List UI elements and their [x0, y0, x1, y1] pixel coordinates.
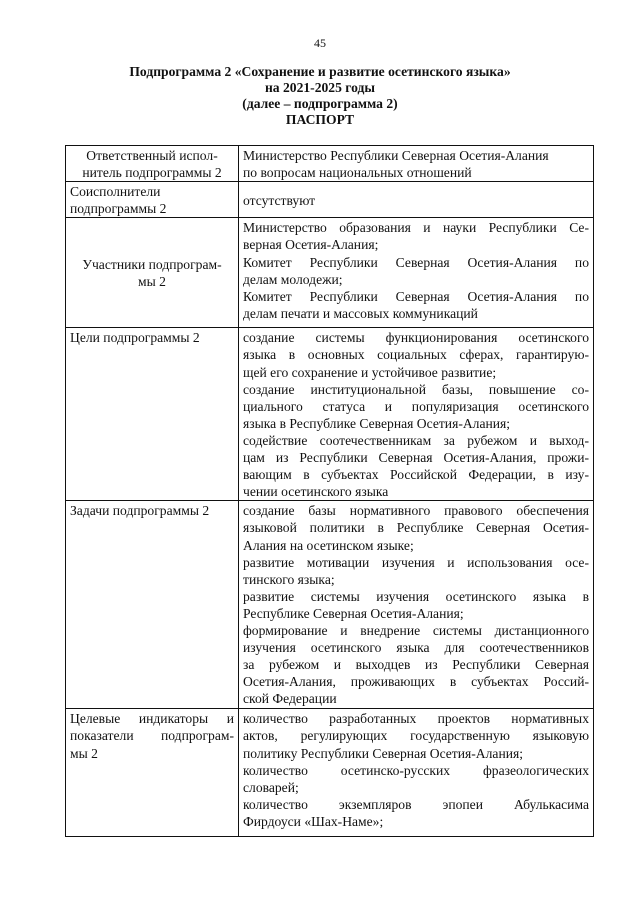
- row-content-line: Комитет Республики Северная Осетия-Алания по: [243, 288, 589, 304]
- row-label-cell: [66, 709, 239, 837]
- passport-row-goals: [66, 328, 594, 501]
- row-content-cell: [239, 218, 594, 328]
- row-content-line: языка в Республике Северная Осетия-Алания;: [243, 415, 511, 431]
- row-label-cell: [66, 501, 239, 709]
- row-content-cell: [239, 501, 594, 709]
- row-label-line: мы 2: [70, 745, 98, 761]
- row-label-line: мы 2: [138, 274, 166, 290]
- row-label-line: Ответственный испол-: [86, 148, 218, 163]
- row-content-line: делам печати и массовых коммуникаций: [243, 305, 478, 321]
- page-number: 45: [314, 36, 326, 50]
- row-content-cell: [239, 146, 594, 182]
- row-content-line: количество осетинско-русских фразеологических: [243, 762, 589, 778]
- row-content-cell: [239, 328, 594, 501]
- heading-line-4: ПАСПОРТ: [285, 112, 355, 127]
- row-content-line: политику Республики Северная Осетия-Алания;: [243, 745, 524, 761]
- heading-line-3: (далее – подпрограмма 2): [242, 96, 398, 111]
- row-content-line: языковой политики в Республике Северная Осетия-: [243, 520, 589, 536]
- row-content-cell: [239, 182, 594, 218]
- passport-row-indicators: [66, 709, 594, 837]
- row-content-line: количество разработанных проектов нормативных: [243, 711, 589, 727]
- row-content-line: по вопросам национальных отношений: [243, 165, 472, 181]
- row-label-line: Задачи подпрограммы 2: [70, 503, 210, 519]
- row-content-line: циального статуса и популяризация осетинского: [243, 398, 589, 414]
- row-content-line: Министерство образования и науки Республики Се-: [243, 220, 589, 236]
- row-content-line: Министерство Республики Северная Осетия-Алания: [243, 148, 549, 163]
- row-label-cell: [66, 146, 239, 182]
- passport-table: [65, 145, 594, 837]
- row-label-line: Соисполнители: [70, 184, 161, 200]
- row-content-line: Алания на осетинском языке;: [243, 537, 414, 553]
- row-content-line: щей его сохранение и устойчивое развитие;: [243, 364, 497, 380]
- row-content-line: словарей;: [243, 779, 299, 795]
- row-content-line: актов, регулирующих государственную языковую: [243, 728, 589, 744]
- heading-line-1: Подпрограмма 2 «Сохранение и развитие осетинского языка»: [129, 64, 511, 79]
- row-content-line: Комитет Республики Северная Осетия-Алания по: [243, 254, 589, 270]
- document-heading: [60, 64, 580, 128]
- row-content-line: делам молодежи;: [243, 271, 343, 287]
- row-label-cell: [66, 328, 239, 501]
- row-content-line: тинского языка;: [243, 571, 335, 587]
- row-content-line: Осетия-Алания, проживающих в субъектах Россий-: [243, 674, 589, 690]
- heading-line-2: на 2021-2025 годы: [264, 80, 376, 95]
- passport-row-co-executors: [66, 182, 594, 218]
- row-content-line: создание институциональной базы, повышение со-: [243, 381, 589, 397]
- row-content-line: вающим в субъектах Российской Федерации, в изу-: [243, 467, 589, 483]
- row-label-line: нитель подпрограммы 2: [82, 165, 222, 181]
- row-content-cell: [239, 709, 594, 837]
- passport-row-tasks: [66, 501, 594, 709]
- row-label-line: Цели подпрограммы 2: [70, 330, 200, 346]
- row-label-cell: [66, 182, 239, 218]
- row-content-line: за рубежом и выходцев из Республики Северная: [243, 657, 589, 673]
- row-content-line: количество экземпляров эпопеи Абулькасима: [243, 796, 589, 812]
- row-content-line: цам из Республики Северная Осетия-Алания, прожи-: [243, 450, 589, 466]
- row-content-line: формирование и внедрение системы дистанционного: [243, 622, 589, 638]
- row-label-line: подпрограммы 2: [70, 201, 167, 217]
- row-content-line: Республике Северная Осетия-Алания;: [243, 605, 464, 621]
- passport-row-responsible-executor: [66, 146, 594, 182]
- row-content-line: развитие системы изучения осетинского языка в: [243, 588, 589, 604]
- row-content-line: развитие мотивации изучения и использования осе-: [243, 554, 589, 570]
- row-content-line: создание базы нормативного правового обеспечения: [243, 503, 589, 519]
- row-content-line: ской Федерации: [243, 691, 337, 707]
- row-label-line: Целевые индикаторы и: [70, 711, 234, 727]
- row-label-cell: [66, 218, 239, 328]
- row-content-line: чении осетинского языка: [243, 484, 389, 500]
- row-content-line: Фирдоуси «Шах-Наме»;: [243, 813, 384, 829]
- row-label-line: Участники подпрограм-: [82, 257, 222, 273]
- passport-row-participants: [66, 218, 594, 328]
- row-label-line: показатели подпрограм-: [70, 728, 234, 744]
- row-content-line: верная Осетия-Алания;: [243, 237, 379, 253]
- row-content-line: создание системы функционирования осетинского: [243, 330, 589, 346]
- row-content-line: языка в основных социальных сферах, гарантирую-: [243, 347, 589, 363]
- row-content-line: изучения осетинского языка для соотечественников: [243, 640, 589, 656]
- row-content-line: отсутствуют: [243, 192, 316, 208]
- row-content-line: содействие соотечественникам за рубежом и выход-: [243, 432, 589, 448]
